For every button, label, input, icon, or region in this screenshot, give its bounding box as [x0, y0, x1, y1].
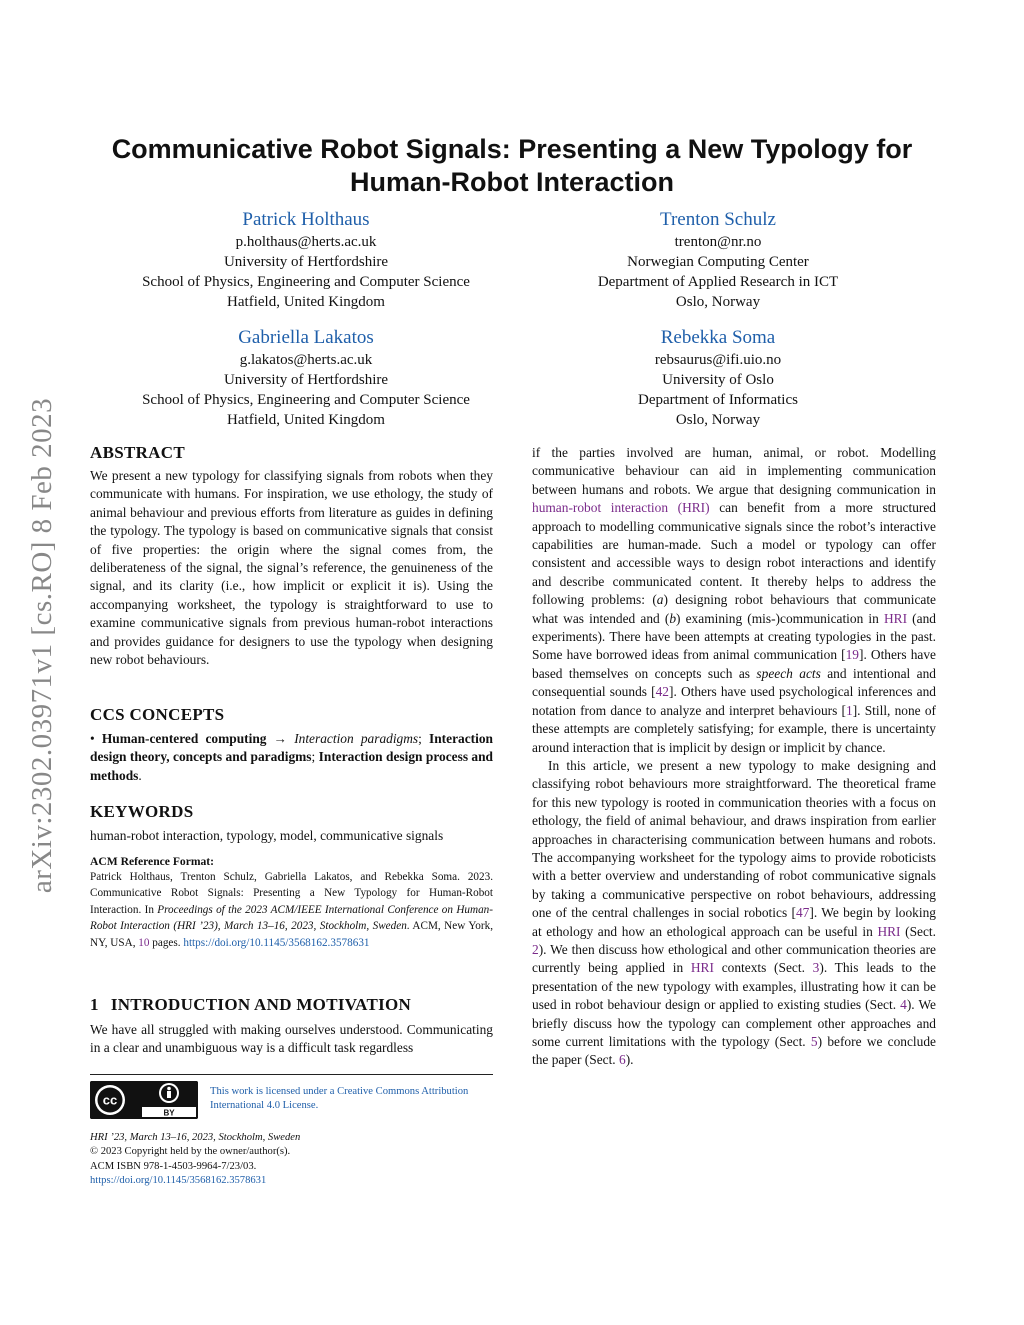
keywords-section: [90, 801, 493, 845]
keywords-text: human-robot interaction, typology, model, communicative signals: [90, 828, 444, 843]
license-link[interactable]: This work is licensed under a Creative Commons Attribution International 4.0 License.: [210, 1086, 469, 1111]
abstract-section: [90, 442, 493, 669]
text-run: ).: [625, 1052, 634, 1068]
author-affiliation: University of Hertfordshire: [223, 372, 389, 388]
abstract-heading: ABSTRACT: [90, 443, 185, 462]
author-block-3: [86, 326, 526, 430]
citation-link-42[interactable]: 42: [655, 684, 669, 700]
author-email: p.holthaus@herts.ac.uk: [235, 234, 377, 250]
citation-link-19[interactable]: 19: [845, 647, 859, 663]
keywords-heading: KEYWORDS: [90, 802, 194, 821]
footer-isbn: ACM ISBN 978-1-4503-9964-7/23/03.: [90, 1160, 257, 1172]
text-run: ]. Others have used psychological inferences and notation from dance to analyze and interpret behaviours [: [532, 684, 937, 718]
text-run: ). This leads to the presentation of the new typology with examples, illustrating how it can be used in robot behaviour design or applied to existing studies (Sect.: [532, 960, 936, 1013]
text-run: ]. We begin by looking at ethology and how an ethological approach can be useful in: [532, 905, 936, 939]
by-label: BY: [163, 1108, 175, 1118]
abstract-text: We present a new typology for classifying signals from robots when they communicate with humans. For inspiration, we use ethology, the study of animal behaviour and previous efforts from literature as guides in defining the typology. The typology is based on communicative signals that consist of five properties: the origin where the signal comes from, the deliberateness of the signal, the signal’s reference, the genuineness of the signal, and its clarity (i.e., how implicit or explicit it is). Using the accompanying worksheet, the typology is straightforward to use to examine communicative signals from previous human-robot interactions and provides guidance for designers to use the typology when designing new robot behaviours.: [90, 468, 493, 668]
arxiv-stamp-text: arXiv:2302.03971v1 [cs.RO] 8 Feb 2023: [26, 397, 59, 893]
cc-label: cc: [102, 1092, 118, 1108]
author-affiliation: Norwegian Computing Center: [627, 254, 809, 270]
acm-ref-pages-link[interactable]: 10: [138, 936, 150, 949]
hri-acronym-link[interactable]: HRI: [877, 923, 901, 939]
author-department: Department of Informatics: [638, 392, 798, 408]
section-link-4[interactable]: 4: [900, 997, 907, 1013]
text-run: (Sect.: [900, 923, 936, 939]
intro-paragraph-2: [532, 757, 936, 1070]
text-run: ) designing robot behaviours that communicate what was intended and (: [532, 592, 936, 626]
acm-ref-proceedings: Proceedings of the 2023 ACM/IEEE International Conference on Human-Robot Interaction (HRI ’23), March 13–16, 2023, Stockholm, Sweden: [90, 903, 493, 933]
acm-ref-doi-link[interactable]: https://doi.org/10.1145/3568162.3578631: [183, 936, 370, 949]
intro-number: 1: [90, 995, 99, 1014]
author-block-4: [498, 326, 938, 430]
ccs-concept: Human-centered computing: [101, 731, 267, 746]
author-email: rebsaurus@ifi.uio.no: [654, 352, 782, 368]
cc-by-badge[interactable]: [90, 1081, 198, 1119]
hri-acronym-link[interactable]: HRI: [690, 960, 714, 976]
ccs-text: • Human-centered computing → Interaction paradigms; Interaction design theory, concepts and paradigms; Interaction design process and methods.: [90, 731, 494, 783]
author-department: School of Physics, Engineering and Computer Science: [142, 274, 470, 290]
author-affiliation: University of Oslo: [662, 372, 774, 388]
text-run: ]. Others have based themselves on concepts such as: [532, 647, 936, 681]
list-label: b: [669, 610, 677, 626]
author-block-2: [498, 208, 938, 312]
ccs-concept: Interaction design theory, concepts and paradigms: [90, 731, 493, 765]
footer-conference: HRI ’23, March 13–16, 2023, Stockholm, Sweden: [90, 1132, 301, 1143]
text-run: contexts (Sect.: [713, 960, 813, 976]
intro-heading: [90, 994, 493, 1016]
section-link-2[interactable]: 2: [532, 941, 539, 957]
section-link-3[interactable]: 3: [812, 960, 820, 976]
introduction-continued: [532, 444, 936, 1070]
intro-paragraph-start: We have all struggled with making ourselves understood. Communicating in a clear and unambiguous way is a difficult task regardless: [90, 1022, 493, 1056]
citation-link-1[interactable]: 1: [846, 702, 853, 718]
author-name[interactable]: Trenton Schulz: [660, 209, 776, 230]
license-box: [90, 1074, 493, 1125]
ccs-bullet: •: [90, 731, 95, 746]
author-affiliation: University of Hertfordshire: [223, 254, 389, 270]
author-email: g.lakatos@herts.ac.uk: [239, 352, 373, 368]
author-location: Oslo, Norway: [675, 294, 761, 310]
footer-doi-link[interactable]: https://doi.org/10.1145/3568162.3578631: [90, 1174, 267, 1186]
author-name[interactable]: Rebekka Soma: [660, 327, 776, 348]
ccs-heading: CCS CONCEPTS: [90, 705, 225, 724]
arxiv-side-stamp: [22, 365, 64, 925]
acm-ref-authors: Patrick Holthaus, Trenton Schulz, Gabriella Lakatos, and Rebekka Soma. 2023. Communicative Robot Signals: Presenting a New Typology for Human-Robot Interaction. In: [90, 871, 493, 916]
author-email: trenton@nr.no: [674, 234, 762, 250]
author-department: Department of Applied Research in ICT: [597, 274, 839, 290]
ccs-arrow: →: [273, 731, 288, 746]
section-link-5[interactable]: 5: [810, 1034, 818, 1049]
text-run: In this article, we present a new typology to make designing and classifying robot behaviours more straightforward. The theoretical frame for this new typology is rooted in communication theories with a focus on ethology, the field of animal behaviour, and draws inspiration from earlier approaches in characterising communication between humans and robots. The accompanying worksheet for the typology aims to provide roboticists with a better overview and understanding of robot communicative signals by taking a communicative perspective on robot behaviours, addressing one of the central challenges in social robotics [: [532, 757, 936, 921]
acm-ref-publisher: . ACM, New York, NY, USA,: [90, 920, 494, 949]
ccs-concept: Interaction design process and methods: [90, 749, 494, 783]
citation-link-47[interactable]: 47: [795, 905, 810, 921]
section-link-6[interactable]: 6: [619, 1052, 626, 1068]
author-block-1: [86, 208, 526, 312]
hri-acronym-link[interactable]: HRI: [883, 610, 908, 626]
text-run: ). We then discuss how ethological and other communication theories are currently being applied in: [532, 941, 936, 976]
acm-ref-pages-word: pages.: [149, 936, 184, 949]
footer-metadata: [90, 1131, 493, 1188]
author-location: Hatfield, United Kingdom: [227, 412, 385, 428]
text-run: ) examining (mis-)communication in: [676, 610, 884, 626]
intro-paragraph-1: [532, 444, 936, 757]
hri-acronym-link[interactable]: human-robot interaction (HRI): [532, 500, 710, 516]
text-run: and intentional and consequential sounds [: [532, 665, 937, 700]
paper-title: Communicative Robot Signals: Presenting a New Typology for Human-Robot Interaction: [111, 134, 913, 197]
text-run: ). We briefly discuss how the typology can complement other approaches and some current limitations with the typology (Sect.: [532, 997, 937, 1049]
introduction-section: [90, 994, 493, 1058]
author-name[interactable]: Patrick Holthaus: [242, 209, 370, 230]
text-run: ) before we conclude the paper (Sect.: [532, 1034, 936, 1068]
acm-reference-text: [90, 869, 493, 951]
text-run: if the parties involved are human, animal, or robot. Modelling communicative behaviour can aid in implementing communication between humans and robots. We argue that designing communication in: [532, 445, 936, 497]
author-location: Oslo, Norway: [675, 412, 761, 428]
author-location: Hatfield, United Kingdom: [227, 294, 385, 310]
author-name[interactable]: Gabriella Lakatos: [238, 327, 374, 348]
intro-heading-text: INTRODUCTION AND MOTIVATION: [110, 995, 412, 1014]
text-run: (and experiments). There have been attempts at creating typologies in the past. Some have borrowed ideas from animal communication [: [532, 610, 936, 663]
acm-reference-section: [90, 855, 493, 951]
acm-reference-heading: ACM Reference Format:: [90, 855, 215, 868]
ccs-concept: Interaction paradigms: [294, 731, 419, 746]
text-run: ]. Still, none of these attempts are completely satisfying; for example, there is uncertainty around interaction that is implicit by design or implicit by chance.: [532, 702, 936, 755]
list-label: a: [656, 592, 664, 608]
emphasis: speech acts: [756, 665, 821, 681]
footer-copyright: © 2023 Copyright held by the owner/author(s).: [90, 1146, 291, 1158]
author-department: School of Physics, Engineering and Computer Science: [142, 392, 470, 408]
text-run: can benefit from a more structured approach to modelling communicative signals since the robot’s interactive capabilities are human-made. Such a model or typology can offer consistent and accessible ways to design robot interactions and identify and describe communicated content. It thereby helps to address the following problems: (: [532, 500, 936, 608]
ccs-section: [90, 704, 493, 785]
